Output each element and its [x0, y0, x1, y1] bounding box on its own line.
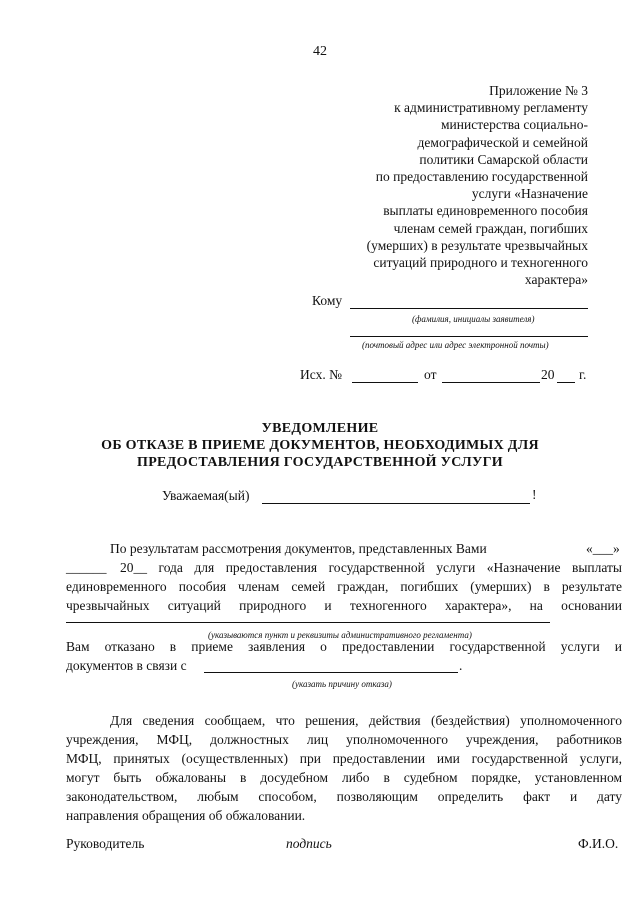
title-line-3: ПРЕДОСТАВЛЕНИЯ ГОСУДАРСТВЕННОЙ УСЛУГИ [137, 455, 503, 470]
appendix-line: (умерших) в результате чрезвычайных [366, 237, 588, 253]
title-line-2: ОБ ОТКАЗЕ В ПРИЕМЕ ДОКУМЕНТОВ, НЕОБХОДИМЫХ ДЛЯ [101, 438, 539, 453]
recipient-name-line [350, 294, 588, 309]
body2-line3: МФЦ, принятых (осуществленных) при предоставлении ими государственной услуги, [66, 751, 622, 766]
body1-line3: единовременного пособия членам семей граждан, погибших (умерших) в результате [66, 579, 622, 594]
salutation-label: Уважаемая(ый) [162, 488, 250, 503]
appendix-block [340, 82, 588, 288]
outgoing-date-line [442, 368, 540, 383]
appendix-line: услуги «Назначение [471, 186, 588, 202]
salutation-end: ! [532, 487, 537, 502]
appendix-line: демографической и семейной [417, 134, 588, 150]
signature-position: Руководитель [66, 836, 145, 851]
recipient-address-caption: (почтовый адрес или адрес электронной почты) [362, 340, 549, 350]
body2-line4: могут быть обжалованы в досудебном либо в судебном порядке, установленном [66, 770, 622, 785]
appendix-line: Приложение № 3 [489, 83, 588, 98]
title-line-1: УВЕДОМЛЕНИЕ [261, 421, 379, 436]
body1-date-quote: «___» [586, 541, 620, 556]
appendix-line: к административному регламенту [394, 100, 588, 116]
outgoing-year-line [557, 368, 575, 383]
appendix-line: членам семей граждан, погибших [393, 220, 588, 236]
body2-line1: Для сведения сообщаем, что решения, действия (бездействия) уполномоченного [110, 713, 622, 728]
body2-line6: направления обращения об обжаловании. [66, 808, 306, 823]
outgoing-from-label: от [424, 367, 437, 382]
outgoing-number-line [352, 368, 418, 383]
recipient-label: Кому [312, 293, 343, 308]
regulation-caption: (указываются пункт и реквизиты административного регламента) [208, 630, 472, 640]
document-title [60, 420, 580, 471]
body2-line2: учреждения, МФЦ, должностных лиц уполномоченного учреждения, работников [66, 732, 622, 747]
appendix-line: политики Самарской области [419, 151, 588, 167]
appendix-line: министерства социально- [441, 117, 588, 133]
body1-line6: документов в связи с [66, 658, 187, 673]
salutation-name-line [262, 489, 530, 504]
appendix-line: выплаты единовременного пособия [383, 203, 588, 219]
body1-line5: Вам отказано в приеме заявления о предоставлении государственной услуги и [66, 639, 622, 654]
appendix-line: характера» [524, 272, 588, 288]
signature-name: Ф.И.О. [578, 836, 619, 851]
body1-line2: 20__ года для предоставления государственной услуги «Назначение выплаты [120, 560, 622, 575]
body1-line4: чрезвычайных ситуаций природного и техногенного характера», на основании [66, 598, 622, 613]
body1-line1: По результатам рассмотрения документов, представленных Вами [110, 541, 487, 556]
outgoing-year-suffix: г. [579, 367, 587, 382]
recipient-name-caption: (фамилия, инициалы заявителя) [412, 314, 535, 324]
body1-blank: ______ [66, 560, 107, 575]
page-number: 42 [313, 44, 327, 59]
recipient-address-line [350, 322, 588, 337]
outgoing-label: Исх. № [300, 367, 342, 382]
outgoing-year-prefix: 20 [541, 367, 555, 382]
regulation-line [66, 612, 550, 623]
appendix-line: по предоставлению государственной [375, 169, 588, 185]
appendix-line: ситуаций природного и техногенного [373, 255, 588, 271]
body1-line6-end: . [459, 658, 463, 673]
signature-sign: подпись [286, 836, 332, 851]
reason-line [204, 658, 458, 673]
body2-line5: законодательством, любым способом, позволяющим определить факт и дату [66, 789, 622, 804]
reason-caption: (указать причину отказа) [292, 679, 392, 689]
